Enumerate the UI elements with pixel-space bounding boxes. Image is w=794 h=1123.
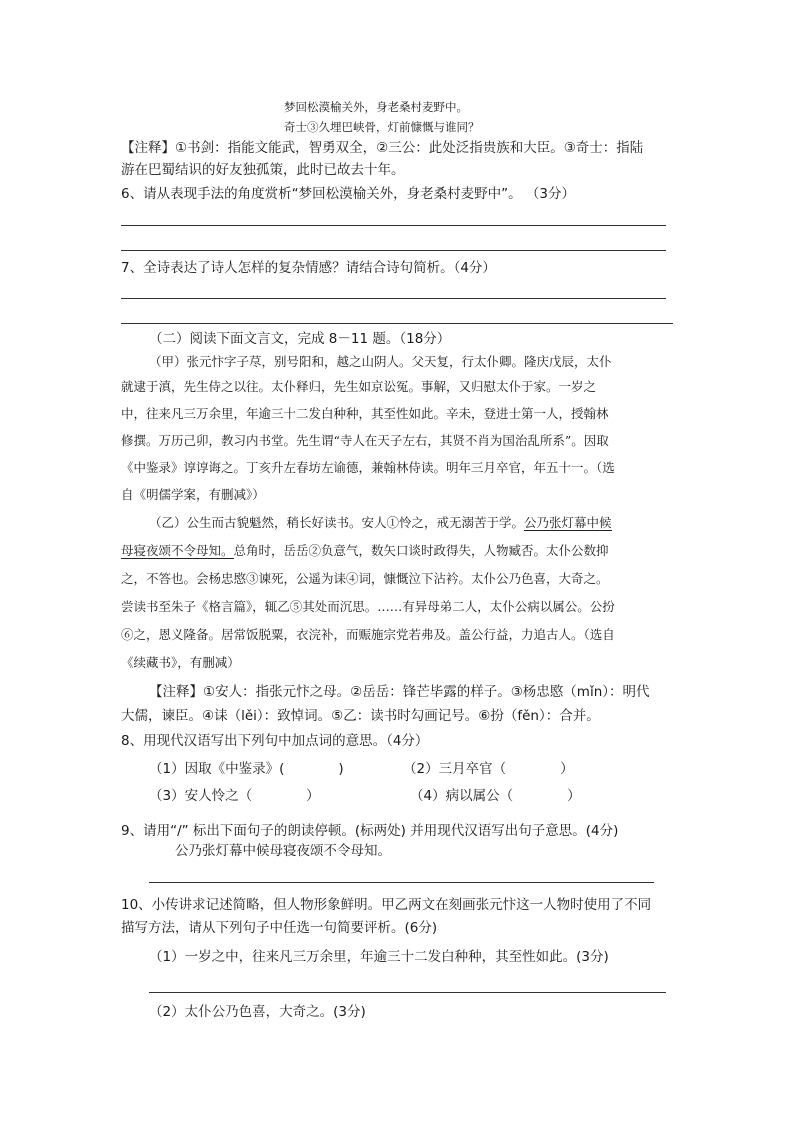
passage-jia-line-3: 中，往来凡三万余里，年逾三十二发白种种，其至性如此。辛未，登进士第一人，授翰林 [121, 406, 609, 421]
passage-jia-line-2: 就逮于滇，先生侍之以往。太仆释归，先生如京讼冤。事解，又归慰太仆于家。一岁之 [121, 379, 597, 394]
question-9-sentence: 公乃张灯幕中候母寝夜颂不令母知。 [175, 843, 391, 859]
passage-jia-line-4: 修撰。万历己卯，教习内书堂。先生谓“寺人在天子左右，其贤不肖为国治乱所系”。因取 [121, 433, 609, 448]
passage-yi-line-6: 《续藏书》，有删减） [121, 655, 240, 670]
question-10-line-2: 描写方法，请从下列句子中任选一句简要评析。(6分) [121, 920, 438, 936]
answer-line-q6-1[interactable] [121, 225, 666, 226]
question-10-option-1: （1）一岁之中，往来凡三万余里，年逾三十二发白种种，其至性如此。(3分) [149, 949, 609, 965]
question-9: 9、请用“/” 标出下面句子的朗读停顿。(标两处) 并用现代汉语写出句子意思。(4分) [121, 823, 619, 839]
answer-line-q6-2[interactable] [121, 250, 666, 251]
question-8: 8、用现代汉语写出下列句中加点词的意思。（4分） [121, 733, 429, 749]
question-8-item-1[interactable]: （1）因取《中鉴录》( ) [149, 761, 344, 777]
answer-line-q9[interactable] [149, 882, 654, 883]
passage-yi-line-5: ⑥之，恩义隆备。居常饭脱粟，衣浣补，而赈施宗党若弗及。盖公行益，力追古人。（选自 [121, 627, 615, 642]
passage-jia-line-6: 自《明儒学案，有删减》） [121, 487, 265, 502]
question-10-line-1: 10、小传讲求记述简略，但人物形象鲜明。甲乙两文在刻画张元忭这一人物时使用了不同 [121, 897, 652, 913]
passage-yi-line-3: 之，不答也。会杨忠愍③谏死，公遥为诔④词，慷慨泣下沾衿。太仆公乃色喜，大奇之。 [121, 571, 609, 586]
question-7: 7、全诗表达了诗人怎样的复杂情感？请结合诗句简析。（4分） [121, 260, 496, 276]
question-6: 6、请从表现手法的角度赏析“梦回松漠榆关外，身老桑村麦野中”。 （3分） [121, 186, 575, 202]
passage-yi-line-1 [149, 513, 612, 533]
section-2-title: （二）阅读下面文言文，完成 8－11 题。（18分） [149, 331, 451, 347]
passage-jia-line-1: （甲）张元忭字子荩，别号阳和，越之山阴人。父天复，行太仆卿。隆庆戊辰，太仆 [149, 354, 612, 369]
answer-line-q10-1[interactable] [149, 992, 666, 993]
question-10-option-2: （2）太仆公乃色喜，大奇之。(3分) [149, 1004, 366, 1020]
question-8-item-4[interactable]: （4）病以属公（ ） [410, 788, 581, 804]
question-8-item-3[interactable]: （3）安人怜之（ ） [149, 788, 320, 804]
passage-jia-line-5: 《中鉴录》谆谆诲之。丁亥升左春坊左谕德，兼翰林侍读。明年三月卒官，年五十一。（选 [121, 460, 615, 475]
passage-yi-underlined-part-2: 母寝夜颂不令母知。 [121, 543, 234, 558]
poem-line-2: 奇士③久埋巴峡骨，灯前慷慨与谁同？ [284, 120, 480, 134]
poem-note-line-1: 【注释】①书剑：指能文能武，智勇双全，②三公：此处泛指贵族和大臣。③奇士：指陆 [121, 140, 644, 156]
passage-yi-text-after: 总角时，岳岳②负意气，数矢口谈时政得失，人物臧否。太仆公数抑 [233, 543, 609, 558]
passage-yi-text: （乙）公生而古貌魁然，稍长好读书。安人①怜之，戒无溺苦于学。 [149, 515, 525, 530]
question-8-item-2[interactable]: （2）三月卒官（ ） [403, 761, 574, 777]
passage-yi-underlined-part-1: 公乃张灯幕中候 [524, 515, 612, 530]
poem-note-line-2: 游在巴蜀结识的好友独孤策，此时已故去十年。 [121, 162, 405, 178]
passage-note-line-2: 大儒，谏臣。④诔（lěi）：致悼词。⑤乙：读书时勾画记号。⑥扮（fěn）：合并。 [121, 708, 600, 724]
answer-line-q7-1[interactable] [121, 298, 666, 299]
passage-yi-line-4: 尝读书至朱子《格言篇》，辄乙⑤其处而沉思。……有异母弟二人，太仆公病以属公。公扮 [121, 599, 615, 614]
passage-yi-line-2 [121, 541, 609, 561]
passage-note-line-1: 【注释】①安人：指张元忭之母。②岳岳：锋芒毕露的样子。③杨忠愍（mǐn）：明代 [149, 684, 650, 700]
poem-line-1: 梦回松漠榆关外，身老桑村麦野中。 [284, 100, 468, 114]
answer-line-q7-2[interactable] [121, 323, 673, 324]
